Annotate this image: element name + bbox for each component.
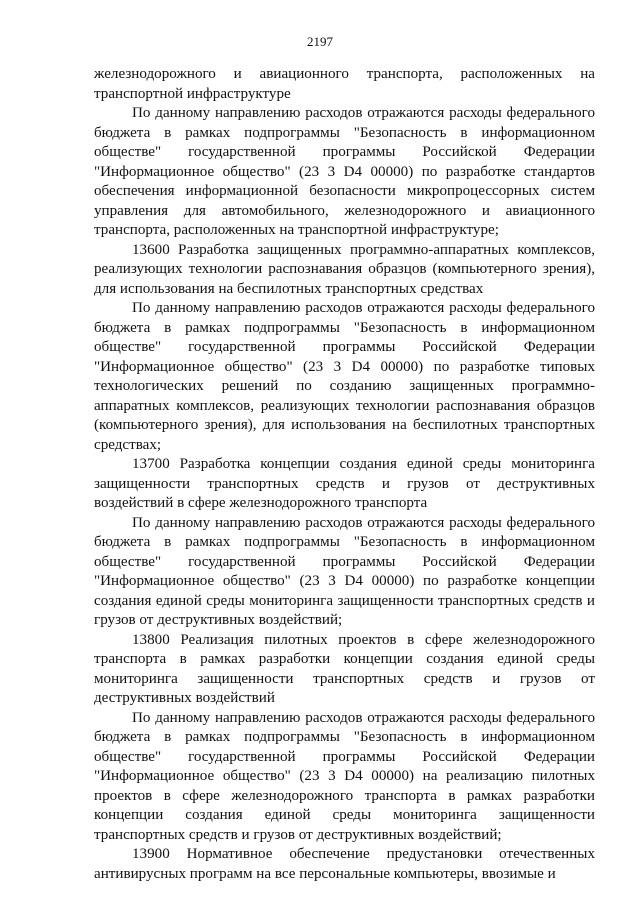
paragraph-code-13900: 13900 Нормативное обеспечение предустановки отечественных антивирусных программ на все персональные компьютеры, ввозимые и [94, 846, 595, 882]
paragraph-code-13700: 13700 Разработка концепции создания единой среды мониторинга защищенности транспортных средств и грузов от деструктивных воздействий в сфере железнодорожного транспорта [94, 456, 595, 511]
document-body [94, 65, 595, 884]
paragraph-code-13800: 13800 Реализация пилотных проектов в сфере железнодорожного транспорта в рамках разработки концепции создания единой среды мониторинга защищенности транспортных средств и грузов от деструктивных воздействий [94, 631, 595, 706]
paragraph-expense-description: По данному направлению расходов отражаются расходы федерального бюджета в рамках подпрограммы "Безопасность в информационном обществе" государственной программы Российской Федерации "Информационное общество" (23 3 D4 00000) по разработке концепции создания единой среды мониторинга защищенности транспортных средств и грузов от деструктивных воздействий; [94, 514, 595, 628]
paragraph-continuation: железнодорожного и авиационного транспорта, расположенных на транспортной инфраструктуре [94, 66, 595, 102]
paragraph-expense-description: По данному направлению расходов отражаются расходы федерального бюджета в рамках подпрограммы "Безопасность в информационном обществе" государственной программы Российской Федерации "Информационное общество" (23 3 D4 00000) по разработке стандартов обеспечения информационной безопасности микропроцессорных систем управления для автомобильного, железнодорожного и авиационного транспорта, расположенных на транспортной инфраструктуре; [94, 105, 595, 238]
paragraph-expense-description: По данному направлению расходов отражаются расходы федерального бюджета в рамках подпрограммы "Безопасность в информационном обществе" государственной программы Российской Федерации "Информационное общество" (23 3 D4 00000) на реализацию пилотных проектов в сфере железнодорожного транспорта в рамках разработки концепции создания единой среды мониторинга защищенности транспортных средств и грузов от деструктивных воздействий; [94, 709, 595, 843]
paragraph-code-13600: 13600 Разработка защищенных программно-аппаратных комплексов, реализующих технологии распознавания образцов (компьютерного зрения), для использования на беспилотных транспортных средствах [94, 241, 595, 297]
page-number: 2197 [307, 34, 333, 49]
paragraph-expense-description: По данному направлению расходов отражаются расходы федерального бюджета в рамках подпрограммы "Безопасность в информационном обществе" государственной программы Российской Федерации "Информационное общество" (23 3 D4 00000) по разработке типовых технологических решений по созданию защищенных программно-аппаратных комплексов, реализующих технологии распознавания образцов (компьютерного зрения), для использования на беспилотных транспортных средствах; [94, 300, 595, 453]
